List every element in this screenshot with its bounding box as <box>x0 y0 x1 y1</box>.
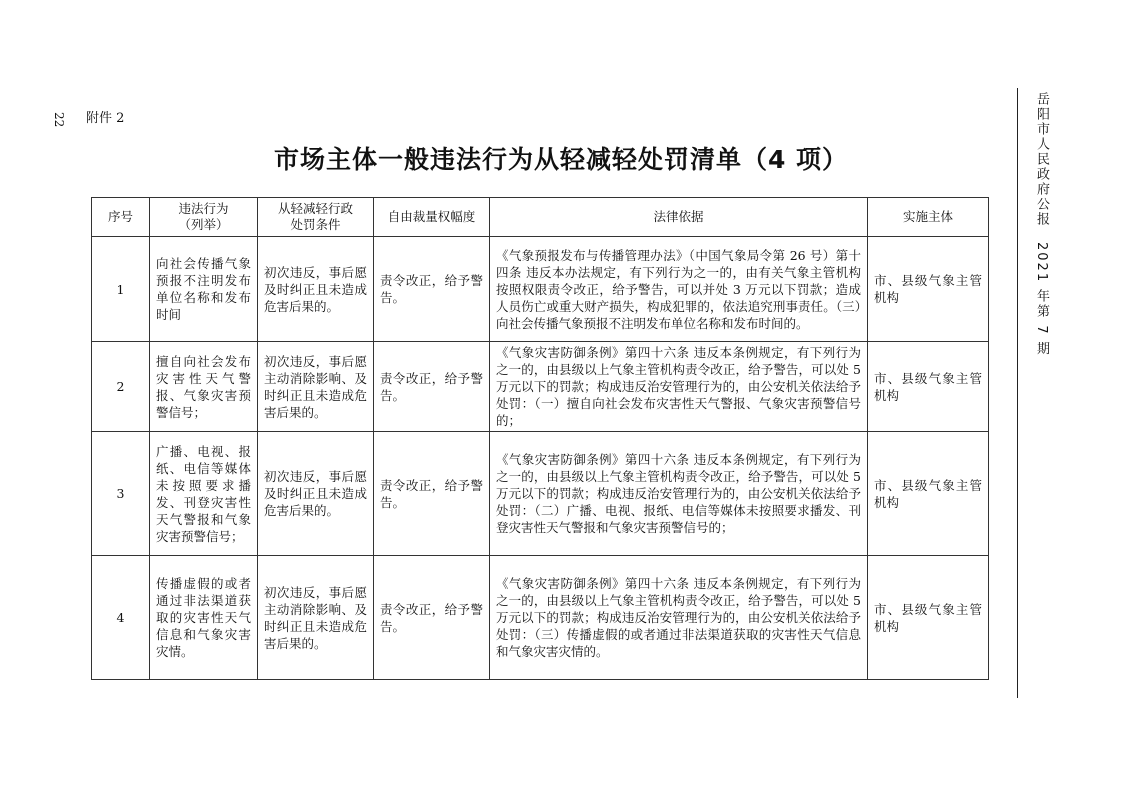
header-act: 违法行为 （列举） <box>150 198 258 237</box>
cell-basis: 《气象预报发布与传播管理办法》（中国气象局令第 26 号）第十四条 违反本办法规定，有下列行为之一的，由有关气象主管机构按照权限责令改正，给予警告，可以并处 3 万元以下罚款；造成人员伤亡或重大财产损失，构成犯罪的，依法追究刑事责任。（三）向社会传播气象预报不注明发布单位名称和发布时间的。 <box>490 237 868 342</box>
table-row <box>92 237 989 342</box>
cell-condition: 初次违反，事后愿主动消除影响、及时纠正且未造成危害后果的。 <box>258 342 374 432</box>
cell-no: 1 <box>92 237 150 342</box>
cell-entity: 市、县级气象主管机构 <box>868 556 989 680</box>
penalty-table <box>91 197 989 680</box>
header-entity: 实施主体 <box>868 198 989 237</box>
header-condition: 从轻减轻行政 处罚条件 <box>258 198 374 237</box>
cell-range: 责令改正，给予警告。 <box>374 432 490 556</box>
cell-act: 传播虚假的或者通过非法渠道获取的灾害性天气信息和气象灾害灾情。 <box>150 556 258 680</box>
cell-basis: 《气象灾害防御条例》第四十六条 违反本条例规定，有下列行为之一的，由县级以上气象主管机构责令改正，给予警告，可以处 5 万元以下的罚款；构成违反治安管理行为的，由公安机关依法给予处罚：（一）擅自向社会发布灾害性天气警报、气象灾害预警信号的； <box>490 342 868 432</box>
header-no: 序号 <box>92 198 150 237</box>
gazette-side-label: 岳阳市人民政府公报 2021 年第 7 期 <box>1034 92 1049 357</box>
table-row <box>92 432 989 556</box>
document-title: 市场主体一般违法行为从轻减轻处罚清单（4 项） <box>273 145 849 174</box>
cell-no: 3 <box>92 432 150 556</box>
page-number: 22 <box>52 112 66 128</box>
cell-range: 责令改正，给予警告。 <box>374 342 490 432</box>
cell-act: 广播、电视、报纸、电信等媒体未按照要求播发、刊登灾害性天气警报和气象灾害预警信号； <box>150 432 258 556</box>
cell-entity: 市、县级气象主管机构 <box>868 432 989 556</box>
cell-condition: 初次违反，事后愿及时纠正且未造成危害后果的。 <box>258 237 374 342</box>
cell-condition: 初次违反，事后愿主动消除影响、及时纠正且未造成危害后果的。 <box>258 556 374 680</box>
cell-entity: 市、县级气象主管机构 <box>868 342 989 432</box>
cell-act: 擅自向社会发布灾害性天气警报、气象灾害预警信号； <box>150 342 258 432</box>
cell-act: 向社会传播气象预报不注明发布单位名称和发布时间 <box>150 237 258 342</box>
table-row <box>92 556 989 680</box>
table-row <box>92 342 989 432</box>
header-basis: 法律依据 <box>490 198 868 237</box>
cell-no: 4 <box>92 556 150 680</box>
cell-range: 责令改正，给予警告。 <box>374 237 490 342</box>
cell-no: 2 <box>92 342 150 432</box>
cell-basis: 《气象灾害防御条例》第四十六条 违反本条例规定，有下列行为之一的，由县级以上气象主管机构责令改正，给予警告，可以处 5 万元以下的罚款；构成违反治安管理行为的，由公安机关依法给予处罚：（二）广播、电视、报纸、电信等媒体未按照要求播发、刊登灾害性天气警报和气象灾害预警信号的； <box>490 432 868 556</box>
cell-condition: 初次违反，事后愿及时纠正且未造成危害后果的。 <box>258 432 374 556</box>
table-header-row <box>92 198 989 237</box>
cell-range: 责令改正，给予警告。 <box>374 556 490 680</box>
side-divider <box>1017 88 1018 698</box>
cell-entity: 市、县级气象主管机构 <box>868 237 989 342</box>
attachment-label: 附件 2 <box>86 111 125 126</box>
cell-basis: 《气象灾害防御条例》第四十六条 违反本条例规定，有下列行为之一的，由县级以上气象主管机构责令改正，给予警告，可以处 5 万元以下的罚款；构成违反治安管理行为的，由公安机关依法给予处罚：（三）传播虚假的或者通过非法渠道获取的灾害性天气信息和气象灾害灾情的。 <box>490 556 868 680</box>
header-range: 自由裁量权幅度 <box>374 198 490 237</box>
